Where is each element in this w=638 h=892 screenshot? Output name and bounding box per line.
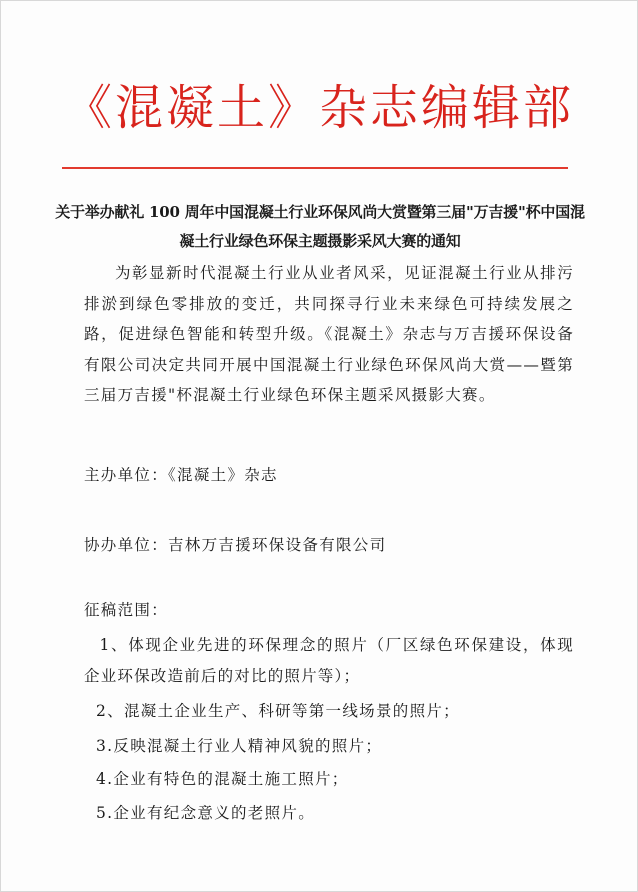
intro-paragraph: 为彰显新时代混凝土行业从业者风采，见证混凝土行业从排污排淤到绿色零排放的变迁，共同探寻行业未来绿色可持续发展之路，促进绿色智能和转型升级。《混凝土》杂志与万吉援环保设备有限公司决定共同开展中国混凝土行业绿色环保风尚大赏——暨第三届万吉援"杯混凝土行业绿色环保主题采风摄影大赛。 (84, 264, 574, 404)
scope-item: 4.企业有特色的混凝土施工照片； (96, 770, 349, 788)
notice-title: 关于举办献礼 100 周年中国混凝土行业环保风尚大赏暨第三届"万吉援"杯中国混凝土行业绿色环保主题摄影采风大赛的通知 (55, 203, 585, 250)
co-organizer-line: 协办单位：吉林万吉援环保设备有限公司 (84, 536, 387, 554)
masthead-title: 《混凝土》杂志编辑部 (63, 80, 574, 136)
scope-item: 2、混凝土企业生产、科研等第一线场景的照片； (96, 702, 460, 720)
scope-heading: 征稿范围： (84, 601, 169, 619)
scope-item: 3.反映混凝土行业人精神风貌的照片； (96, 737, 383, 755)
scope-item: 5.企业有纪念意义的老照片。 (96, 804, 315, 822)
red-divider-rule (62, 167, 568, 169)
organizer-line: 主办单位：《混凝土》杂志 (84, 466, 278, 484)
scope-item: 1、体现企业先进的环保理念的照片（厂区绿色环保建设，体现企业环保改造前后的对比的照片等）； (84, 636, 574, 685)
